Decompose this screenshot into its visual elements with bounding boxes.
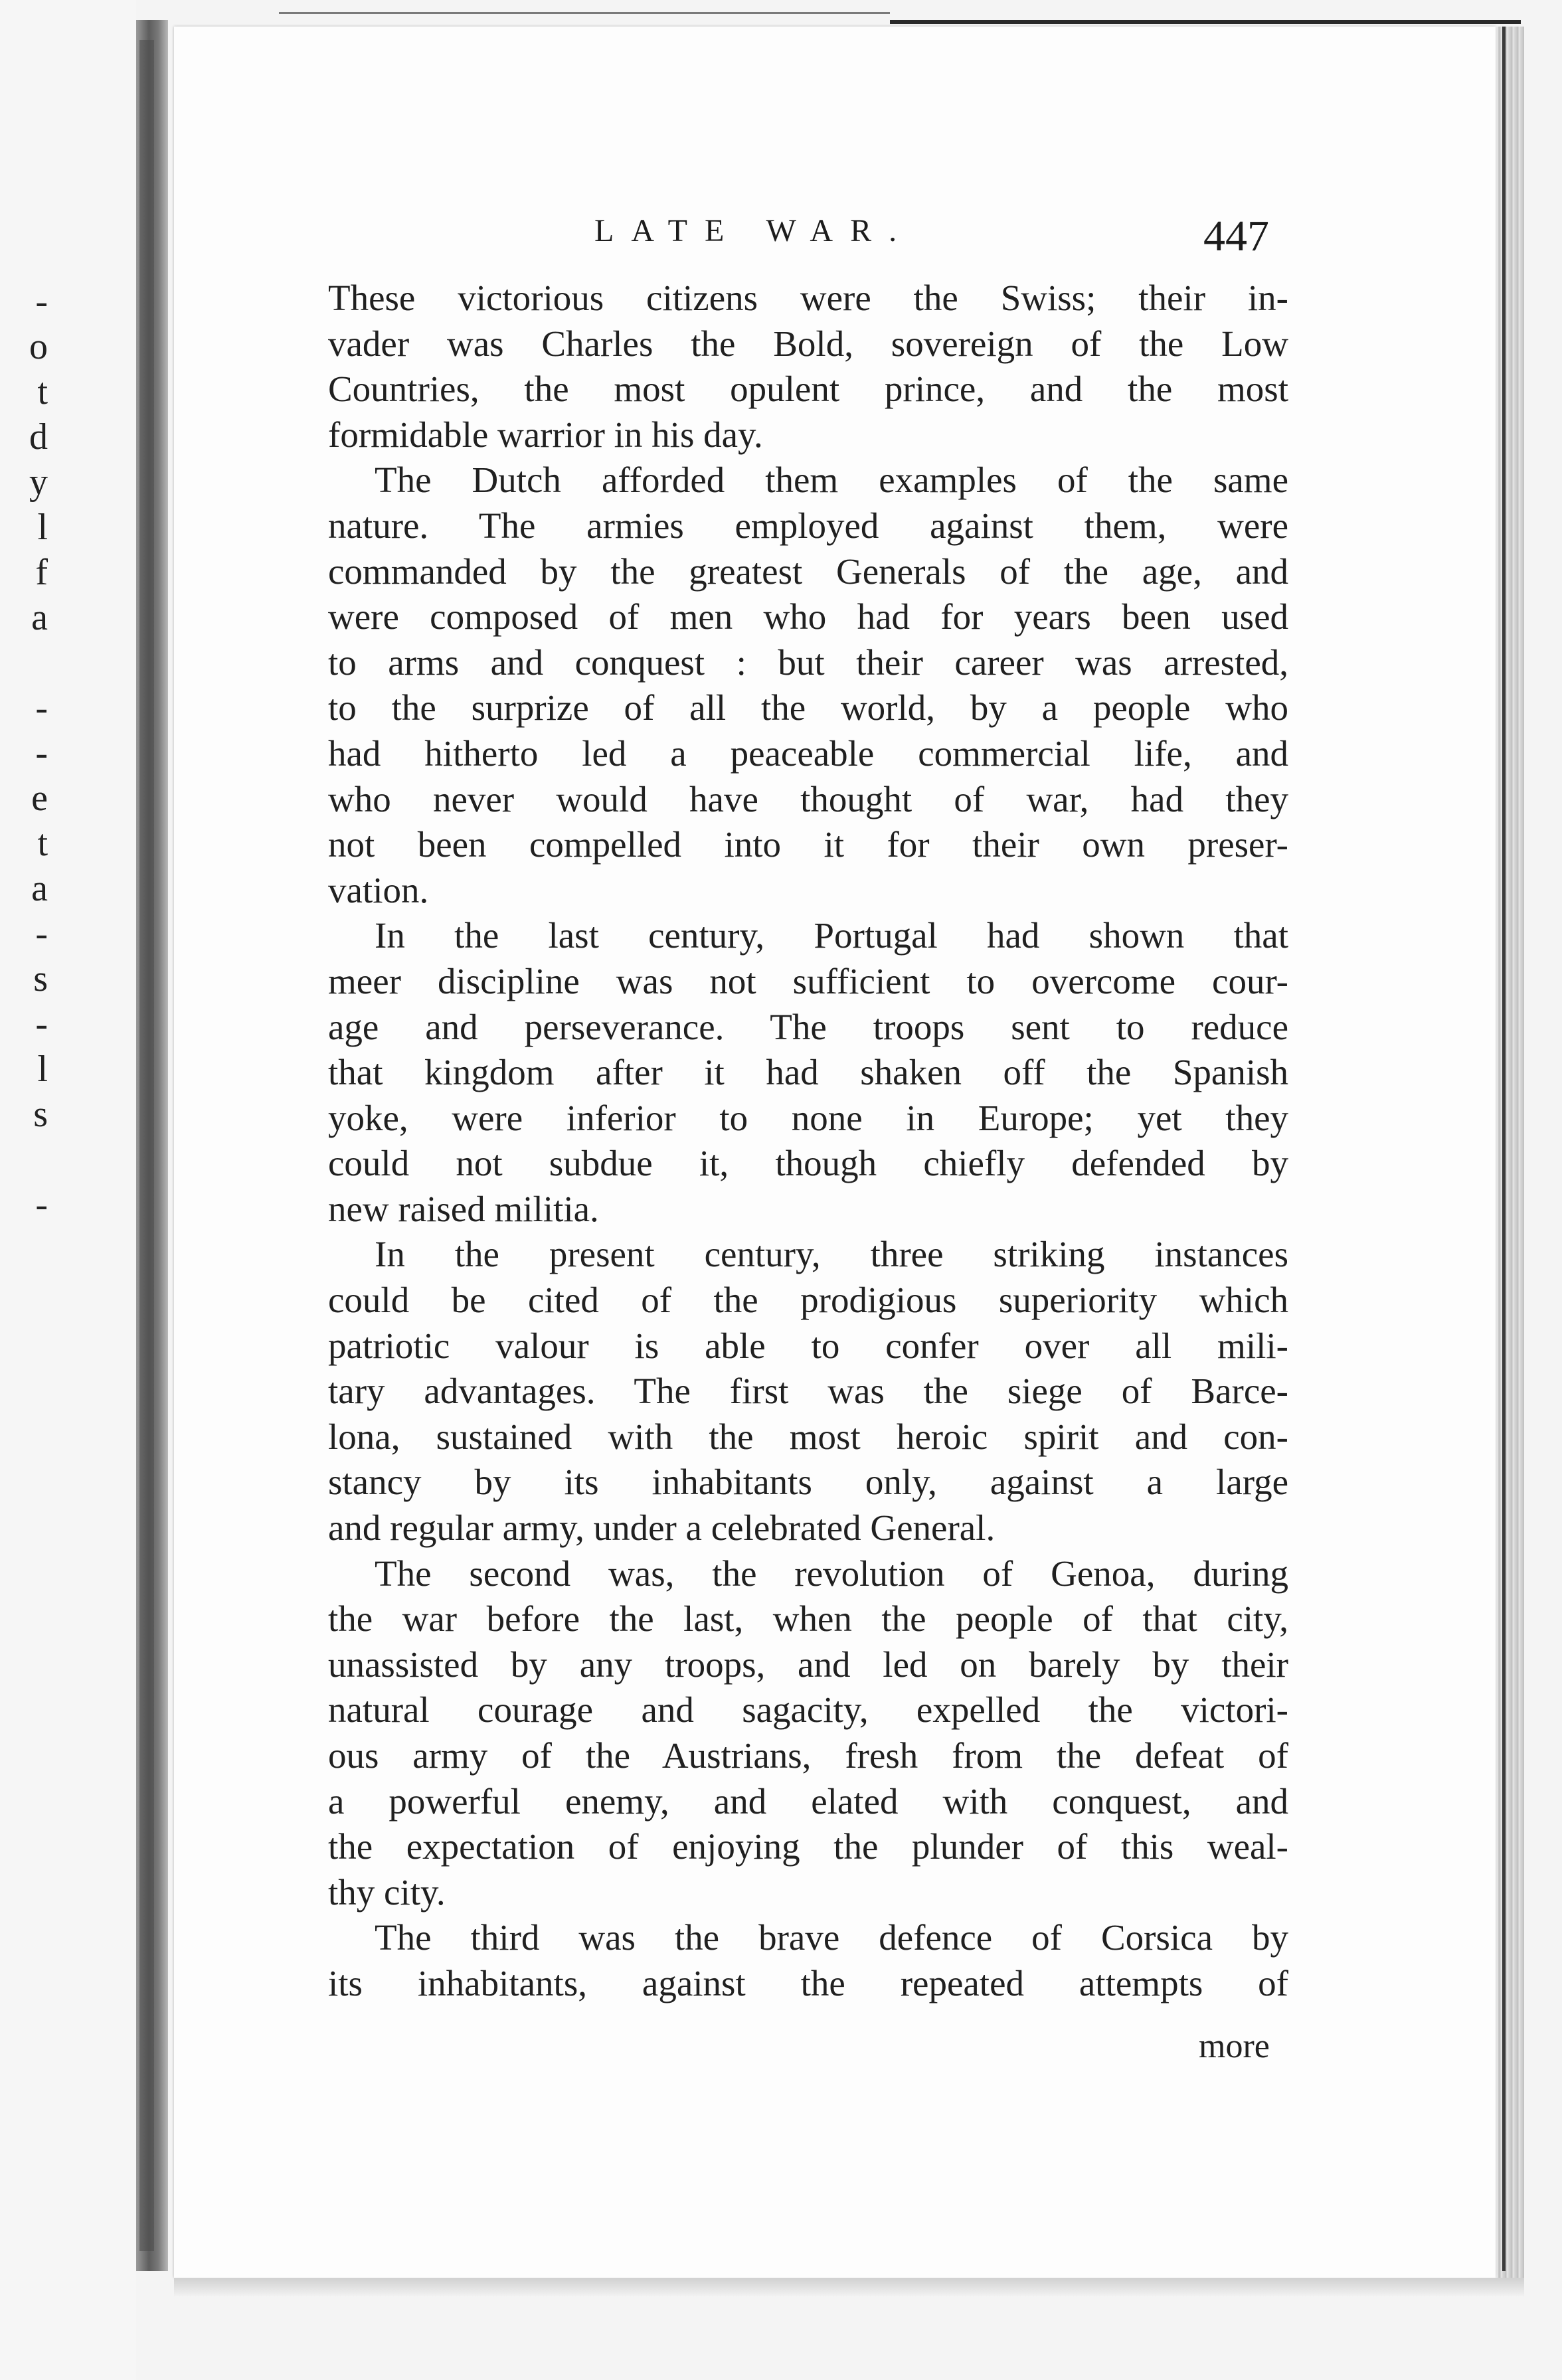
text-line: unassisted by any troops, and led on barely by their xyxy=(328,1644,1288,1685)
text-line: These victorious citizens were the Swiss; their in- xyxy=(328,278,1288,318)
text-line: The Dutch afforded them examples of the same xyxy=(375,460,1288,501)
facing-page-letter: s xyxy=(33,1094,48,1135)
facing-page-letter: - xyxy=(35,1003,48,1045)
text-line: stancy by its inhabitants only, against a large xyxy=(328,1462,1288,1503)
text-line: yoke, were inferior to none in Europe; yet they xyxy=(328,1097,1288,1138)
page-edge-line xyxy=(1502,27,1506,2271)
text-line: who never would have thought of war, had they xyxy=(328,778,1288,819)
facing-page-letter xyxy=(0,640,53,685)
body-text xyxy=(328,276,1288,2007)
text-line: The second was, the revolution of Genoa, during xyxy=(375,1553,1288,1594)
text-line: In the last century, Portugal had shown that xyxy=(375,915,1288,956)
facing-page-letter: e xyxy=(31,778,48,819)
facing-page-letter: t xyxy=(37,823,48,864)
facing-page-letter: - xyxy=(35,732,48,774)
text-line: natural courage and sagacity, expelled the victori- xyxy=(328,1689,1288,1731)
facing-page-letter: - xyxy=(35,281,48,322)
facing-page-letter: l xyxy=(37,507,48,548)
text-line: were composed of men who had for years been used xyxy=(328,596,1288,638)
text-line: had hitherto led a peaceable commercial life, and xyxy=(328,732,1288,774)
text-line: new raised militia. xyxy=(328,1188,599,1229)
text-line: and regular army, under a celebrated General. xyxy=(328,1507,996,1549)
text-line: The third was the brave defence of Corsica by xyxy=(375,1917,1288,1958)
text-line: to arms and conquest : but their career was arrested, xyxy=(328,641,1288,683)
text-line: not been compelled into it for their own preser- xyxy=(328,824,1288,865)
text-line: that kingdom after it had shaken off the Spanish xyxy=(328,1052,1288,1093)
text-line: thy city. xyxy=(328,1871,446,1912)
facing-page-letter: t xyxy=(37,371,48,412)
page-bottom-edge xyxy=(174,2278,1524,2296)
facing-page-letter: l xyxy=(37,1049,48,1090)
facing-page-letter: - xyxy=(35,687,48,728)
text-line: the expectation of enjoying the plunder of this weal- xyxy=(328,1826,1288,1867)
page-number: 447 xyxy=(1203,212,1269,260)
text-line: nature. The armies employed against them, were xyxy=(328,505,1288,546)
binding-shadow xyxy=(139,40,154,2251)
text-line: vader was Charles the Bold, sovereign of the Low xyxy=(328,323,1288,364)
facing-page-letter: f xyxy=(35,552,48,593)
text-line: age and perseverance. The troops sent to reduce xyxy=(328,1006,1288,1047)
facing-page-letter: y xyxy=(29,462,48,503)
text-line: the war before the last, when the people of that city, xyxy=(328,1598,1288,1640)
text-line: vation. xyxy=(328,869,429,910)
running-head: LATE WAR. xyxy=(594,213,914,248)
facing-page-letter: a xyxy=(31,868,48,909)
text-line: In the present century, three striking instances xyxy=(375,1234,1288,1275)
facing-page-letter: - xyxy=(35,913,48,954)
text-line: could be cited of the prodigious superiority which xyxy=(328,1280,1288,1321)
text-line: a powerful enemy, and elated with conquest, and xyxy=(328,1780,1288,1822)
facing-page-letter: d xyxy=(29,416,48,458)
facing-page-letter: a xyxy=(31,597,48,638)
text-line: formidable warrior in his day. xyxy=(328,414,763,455)
facing-page-letter: o xyxy=(29,326,48,367)
text-line: ous army of the Austrians, fresh from the defeat of xyxy=(328,1735,1288,1776)
text-line: its inhabitants, against the repeated attempts of xyxy=(328,1962,1288,2003)
facing-page-fragment xyxy=(0,0,136,2380)
facing-page-letter: - xyxy=(35,1184,48,1225)
facing-page-letter xyxy=(0,1137,53,1182)
text-line: Countries, the most opulent prince, and the most xyxy=(328,369,1288,410)
top-edge-line xyxy=(279,12,890,14)
text-line: commanded by the greatest Generals of the age, and xyxy=(328,551,1288,592)
text-line: tary advantages. The first was the siege of Barce- xyxy=(328,1371,1288,1412)
facing-page-letter: s xyxy=(33,958,48,999)
facing-page-text-edge xyxy=(0,279,53,1227)
catchword: more xyxy=(1199,2027,1270,2065)
text-line: meer discipline was not sufficient to overcome cour- xyxy=(328,960,1288,1001)
text-line: lona, sustained with the most heroic spirit and con- xyxy=(328,1416,1288,1457)
book-block-edge xyxy=(1498,27,1524,2284)
text-line: patriotic valour is able to confer over all mili- xyxy=(328,1325,1288,1366)
text-line: to the surprize of all the world, by a people who xyxy=(328,687,1288,728)
text-line: could not subdue it, though chiefly defended by xyxy=(328,1143,1288,1184)
top-edge-rule xyxy=(890,20,1521,24)
